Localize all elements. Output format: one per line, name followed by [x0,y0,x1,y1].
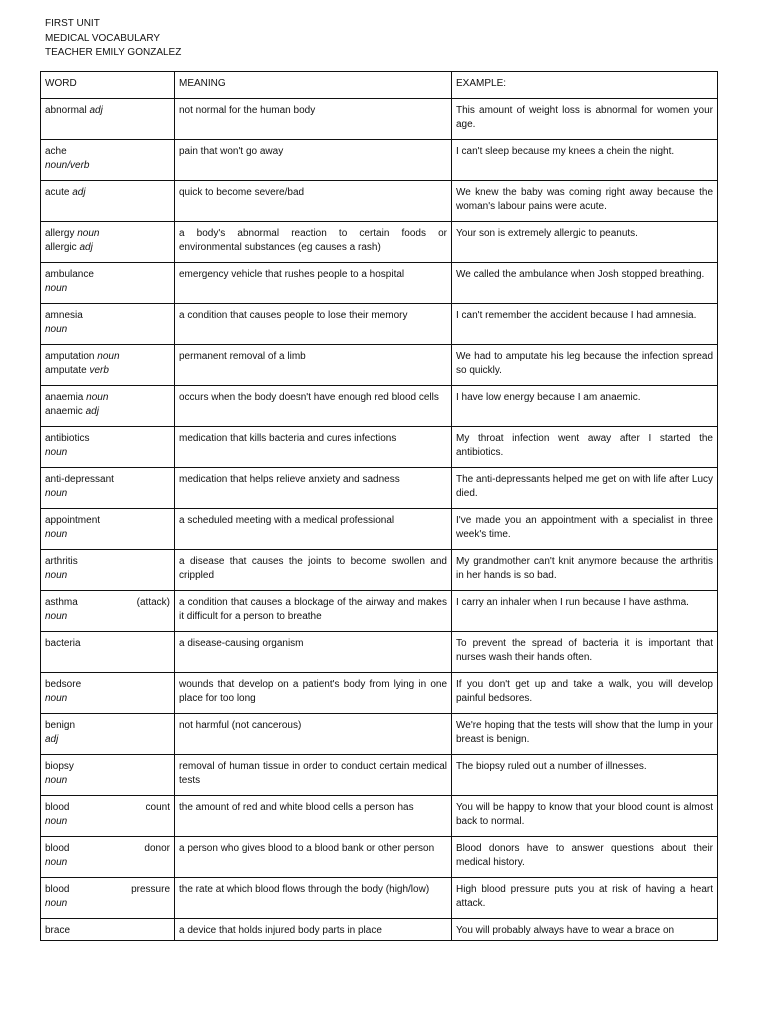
example-cell: You will probably always have to wear a brace on [452,919,718,941]
term-variant: allergic [45,242,77,253]
example-cell: We knew the baby was coming right away because the woman's labour pains were acute. [452,181,718,222]
term: acute [45,187,70,198]
word-line [45,692,170,706]
example-cell: To prevent the spread of bacteria it is important that nurses wash their hands often. [452,632,718,673]
table-body [41,99,718,941]
table-row [41,919,718,941]
word-cell [41,99,175,140]
word-line [45,405,170,419]
example-cell: We're hoping that the tests will show that the lump in your breast is benign. [452,714,718,755]
part-of-speech: adj [72,187,86,198]
part-of-speech: verb [89,365,109,376]
part-of-speech: adj [79,242,93,253]
part-of-speech: noun [45,488,68,499]
word-cell [41,509,175,550]
meaning-cell: wounds that develop on a patient's body from lying in one place for too long [175,673,452,714]
vocabulary-table [40,71,718,941]
meaning-cell: the amount of red and white blood cells a person has [175,796,452,837]
table-header-row [41,72,718,99]
meaning-cell: a device that holds injured body parts in place [175,919,452,941]
term: asthma [45,597,78,608]
document-header [45,17,181,61]
table-row [41,304,718,345]
word-cell [41,591,175,632]
word-line [45,487,170,501]
word-cell [41,222,175,263]
word-line [45,145,170,159]
word-line [45,309,170,323]
part-of-speech: adj [89,105,103,116]
meaning-cell: the rate at which blood flows through the body (high/low) [175,878,452,919]
word-cell [41,304,175,345]
example-cell: My grandmother can't knit anymore because the arthritis in her hands is so bad. [452,550,718,591]
word-line [45,241,170,255]
part-of-speech: noun [45,447,68,458]
table-row [41,386,718,427]
word-line [45,760,170,774]
meaning-cell: a disease that causes the joints to become swollen and crippled [175,550,452,591]
part-of-speech: noun [86,392,109,403]
word-cell [41,140,175,181]
word-line [45,774,170,788]
term: ache [45,146,67,157]
example-cell: I have low energy because I am anaemic. [452,386,718,427]
part-of-speech: noun [45,324,68,335]
term: blood [45,843,70,854]
term: biopsy [45,761,74,772]
table-row [41,673,718,714]
term-qualifier: count [145,802,170,813]
table-row [41,263,718,304]
term: ambulance [45,269,94,280]
example-cell: I carry an inhaler when I run because I have asthma. [452,591,718,632]
example-cell: We had to amputate his leg because the infection spread so quickly. [452,345,718,386]
word-cell [41,550,175,591]
word-line [45,282,170,296]
word-line [45,446,170,460]
term: antibiotics [45,433,90,444]
term-qualifier: donor [144,843,170,854]
word-line [45,596,170,610]
term-variant: anaemic [45,406,83,417]
meaning-cell: not harmful (not cancerous) [175,714,452,755]
word-cell [41,673,175,714]
term-qualifier: pressure [131,884,170,895]
meaning-cell: emergency vehicle that rushes people to a hospital [175,263,452,304]
word-line [45,610,170,624]
meaning-cell: permanent removal of a limb [175,345,452,386]
table-row [41,468,718,509]
table-row [41,140,718,181]
meaning-cell: a disease-causing organism [175,632,452,673]
column-header-meaning: MEANING [175,72,452,99]
column-header-example: EXAMPLE: [452,72,718,99]
word-cell [41,755,175,796]
word-line [45,897,170,911]
word-line [45,227,170,241]
example-cell: Blood donors have to answer questions about their medical history. [452,837,718,878]
example-cell: I can't sleep because my knees a chein the night. [452,140,718,181]
table-row [41,714,718,755]
term: bacteria [45,638,81,649]
table-row [41,181,718,222]
word-line [45,637,170,651]
teacher-name: TEACHER EMILY GONZALEZ [45,47,182,58]
word-line [45,569,170,583]
term: blood [45,802,70,813]
word-cell [41,632,175,673]
table-row [41,345,718,386]
example-cell: The biopsy ruled out a number of illnesses. [452,755,718,796]
word-cell [41,714,175,755]
meaning-cell: a scheduled meeting with a medical professional [175,509,452,550]
part-of-speech: noun [45,857,68,868]
example-cell: I can't remember the accident because I had amnesia. [452,304,718,345]
word-line [45,364,170,378]
word-line [45,555,170,569]
table-row [41,222,718,263]
table-row [41,632,718,673]
word-cell [41,919,175,941]
word-line [45,323,170,337]
meaning-cell: occurs when the body doesn't have enough red blood cells [175,386,452,427]
word-cell [41,181,175,222]
word-cell [41,427,175,468]
term: amnesia [45,310,83,321]
example-cell: This amount of weight loss is abnormal for women your age. [452,99,718,140]
term: arthritis [45,556,78,567]
term: amputation [45,351,95,362]
part-of-speech: adj [45,734,59,745]
word-line [45,432,170,446]
word-line [45,350,170,364]
word-line [45,528,170,542]
term: brace [45,925,71,936]
word-line [45,924,170,938]
table-row [41,99,718,140]
meaning-cell: a body's abnormal reaction to certain foods or environmental substances (eg causes a rash) [175,222,452,263]
part-of-speech: noun [45,570,68,581]
word-line [45,391,170,405]
part-of-speech: noun [45,529,68,540]
word-cell [41,878,175,919]
table-row [41,509,718,550]
meaning-cell: removal of human tissue in order to conduct certain medical tests [175,755,452,796]
part-of-speech: noun [45,693,68,704]
subject-title: MEDICAL VOCABULARY [45,32,161,44]
example-cell: I've made you an appointment with a specialist in three week's time. [452,509,718,550]
part-of-speech: noun [45,898,68,909]
term: anaemia [45,392,84,403]
example-cell: My throat infection went away after I started the antibiotics. [452,427,718,468]
word-line [45,842,170,856]
unit-title: FIRST UNIT [45,18,100,29]
word-line [45,801,170,815]
column-header-word: WORD [41,72,175,99]
term: anti-depressant [45,474,114,485]
word-line [45,719,170,733]
meaning-cell: medication that kills bacteria and cures infections [175,427,452,468]
part-of-speech: noun [77,228,100,239]
word-line [45,186,170,200]
meaning-cell: a person who gives blood to a blood bank or other person [175,837,452,878]
part-of-speech: adj [85,406,99,417]
table-row [41,755,718,796]
term-variant: amputate [45,365,87,376]
part-of-speech: noun/verb [45,160,90,171]
word-line [45,104,170,118]
term: abnormal [45,105,87,116]
term: bedsore [45,679,82,690]
word-line [45,733,170,747]
term: blood [45,884,70,895]
table-row [41,427,718,468]
word-cell [41,468,175,509]
table-row [41,591,718,632]
word-cell [41,263,175,304]
part-of-speech: noun [97,351,120,362]
example-cell: The anti-depressants helped me get on with life after Lucy died. [452,468,718,509]
table-row [41,837,718,878]
meaning-cell: not normal for the human body [175,99,452,140]
word-line [45,815,170,829]
word-line [45,856,170,870]
part-of-speech: noun [45,611,68,622]
word-cell [41,386,175,427]
part-of-speech: noun [45,816,68,827]
word-line [45,883,170,897]
meaning-cell: pain that won't go away [175,140,452,181]
meaning-cell: a condition that causes people to lose their memory [175,304,452,345]
word-line [45,268,170,282]
table-row [41,550,718,591]
meaning-cell: a condition that causes a blockage of the airway and makes it difficult for a person to breathe [175,591,452,632]
term: appointment [45,515,101,526]
word-cell [41,837,175,878]
term: allergy [45,228,75,239]
example-cell: If you don't get up and take a walk, you will develop painful bedsores. [452,673,718,714]
word-line [45,678,170,692]
term-qualifier: (attack) [136,597,170,608]
meaning-cell: medication that helps relieve anxiety and sadness [175,468,452,509]
word-line [45,514,170,528]
word-line [45,159,170,173]
example-cell: You will be happy to know that your blood count is almost back to normal. [452,796,718,837]
word-cell [41,345,175,386]
term: benign [45,720,76,731]
example-cell: Your son is extremely allergic to peanuts. [452,222,718,263]
table-row [41,878,718,919]
example-cell: High blood pressure puts you at risk of having a heart attack. [452,878,718,919]
word-cell [41,796,175,837]
part-of-speech: noun [45,775,68,786]
table-row [41,796,718,837]
example-cell: We called the ambulance when Josh stopped breathing. [452,263,718,304]
part-of-speech: noun [45,283,68,294]
meaning-cell: quick to become severe/bad [175,181,452,222]
word-line [45,473,170,487]
